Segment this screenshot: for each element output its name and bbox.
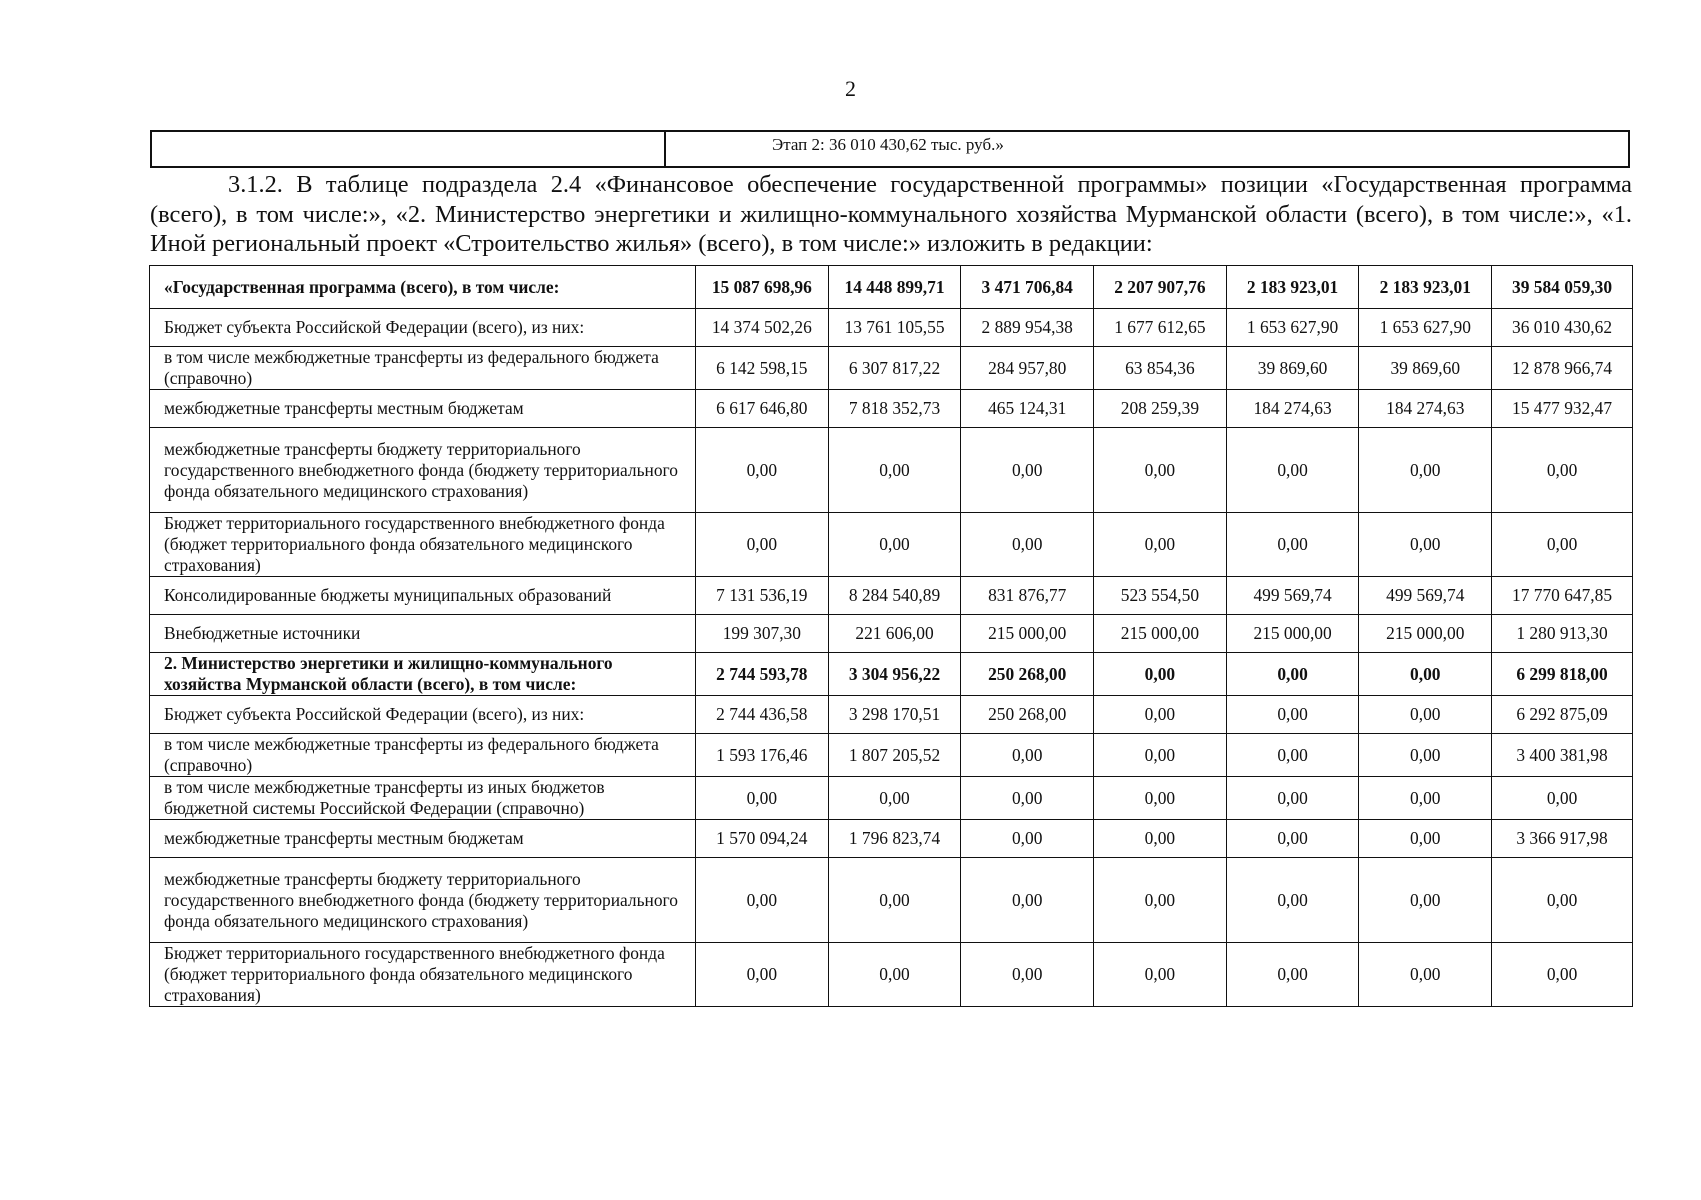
row-value: 215 000,00 — [961, 615, 1094, 653]
row-value: 0,00 — [1094, 820, 1227, 858]
row-value: 0,00 — [1359, 820, 1492, 858]
table-row — [150, 309, 1633, 347]
row-value: 0,00 — [1226, 428, 1359, 513]
row-value: 250 268,00 — [961, 696, 1094, 734]
row-label: Внебюджетные источники — [150, 615, 696, 653]
row-total-value: 1 280 913,30 — [1492, 615, 1633, 653]
row-value: 3 471 706,84 — [961, 266, 1094, 309]
row-value: 0,00 — [1226, 513, 1359, 577]
row-total-value: 17 770 647,85 — [1492, 577, 1633, 615]
row-value: 465 124,31 — [961, 390, 1094, 428]
row-value: 221 606,00 — [828, 615, 961, 653]
table-row — [150, 943, 1633, 1007]
row-value: 15 087 698,96 — [695, 266, 828, 309]
row-value: 0,00 — [1359, 943, 1492, 1007]
row-value: 0,00 — [1094, 696, 1227, 734]
row-value: 208 259,39 — [1094, 390, 1227, 428]
row-value: 0,00 — [695, 513, 828, 577]
row-value: 39 869,60 — [1226, 347, 1359, 390]
row-value: 63 854,36 — [1094, 347, 1227, 390]
amendment-paragraph: 3.1.2. В таблице подраздела 2.4 «Финансовое обеспечение государственной программы» позиции «Государственная программа (всего), в том числе:», «2. Министерство энергетики и жилищно-коммунального хозяйства Мурманской области (всего), в том числе:», «1. Иной региональный проект «Строительство жилья» (всего), в том числе:» изложить в редакции: — [150, 171, 1632, 257]
table-row — [150, 777, 1633, 820]
row-label: «Государственная программа (всего), в том числе: — [150, 266, 696, 309]
row-total-value: 0,00 — [1492, 943, 1633, 1007]
row-value: 0,00 — [1226, 734, 1359, 777]
row-total-value: 6 299 818,00 — [1492, 653, 1633, 696]
table-row — [150, 390, 1633, 428]
row-value: 215 000,00 — [1359, 615, 1492, 653]
row-value: 0,00 — [1094, 858, 1227, 943]
row-value: 0,00 — [961, 734, 1094, 777]
row-value: 184 274,63 — [1359, 390, 1492, 428]
row-value: 0,00 — [961, 858, 1094, 943]
row-total-value: 3 366 917,98 — [1492, 820, 1633, 858]
row-value: 3 304 956,22 — [828, 653, 961, 696]
row-label: межбюджетные трансферты бюджету территориального государственного внебюджетного фонда (бюджету территориального фонда обязательного медицинского страхования) — [150, 428, 696, 513]
row-value: 0,00 — [1359, 858, 1492, 943]
row-value: 0,00 — [828, 943, 961, 1007]
table-row — [150, 428, 1633, 513]
row-value: 2 183 923,01 — [1226, 266, 1359, 309]
row-value: 0,00 — [1359, 777, 1492, 820]
row-value: 0,00 — [961, 820, 1094, 858]
row-label: 2. Министерство энергетики и жилищно-коммунального хозяйства Мурманской области (всего), в том числе: — [150, 653, 696, 696]
row-value: 8 284 540,89 — [828, 577, 961, 615]
row-value: 0,00 — [1359, 653, 1492, 696]
row-total-value: 0,00 — [1492, 513, 1633, 577]
row-value: 250 268,00 — [961, 653, 1094, 696]
row-value: 7 818 352,73 — [828, 390, 961, 428]
row-value: 0,00 — [961, 428, 1094, 513]
row-value: 0,00 — [961, 943, 1094, 1007]
table-row — [150, 347, 1633, 390]
row-value: 0,00 — [1094, 513, 1227, 577]
row-total-value: 0,00 — [1492, 777, 1633, 820]
row-value: 6 142 598,15 — [695, 347, 828, 390]
row-value: 2 889 954,38 — [961, 309, 1094, 347]
table-row — [150, 696, 1633, 734]
row-value: 1 593 176,46 — [695, 734, 828, 777]
row-value: 184 274,63 — [1226, 390, 1359, 428]
row-value: 0,00 — [1226, 777, 1359, 820]
row-value: 0,00 — [828, 428, 961, 513]
row-label: межбюджетные трансферты местным бюджетам — [150, 820, 696, 858]
table-row — [150, 858, 1633, 943]
table-row — [150, 820, 1633, 858]
row-value: 14 374 502,26 — [695, 309, 828, 347]
row-label: Бюджет территориального государственного внебюджетного фонда (бюджет территориального фонда обязательного медицинского страхования) — [150, 943, 696, 1007]
row-label: Бюджет субъекта Российской Федерации (всего), из них: — [150, 309, 696, 347]
row-total-value: 3 400 381,98 — [1492, 734, 1633, 777]
table-row — [150, 615, 1633, 653]
row-value: 0,00 — [1094, 777, 1227, 820]
row-value: 499 569,74 — [1226, 577, 1359, 615]
row-total-value: 0,00 — [1492, 428, 1633, 513]
row-value: 523 554,50 — [1094, 577, 1227, 615]
row-value: 0,00 — [1094, 653, 1227, 696]
row-value: 0,00 — [828, 858, 961, 943]
stage-table — [150, 130, 1630, 168]
row-total-value: 0,00 — [1492, 858, 1633, 943]
row-value: 0,00 — [1359, 428, 1492, 513]
row-value: 2 744 593,78 — [695, 653, 828, 696]
row-label: в том числе межбюджетные трансферты из иных бюджетов бюджетной системы Российской Федерации (справочно) — [150, 777, 696, 820]
row-value: 0,00 — [961, 777, 1094, 820]
row-value: 0,00 — [1226, 653, 1359, 696]
row-value: 39 869,60 — [1359, 347, 1492, 390]
row-value: 7 131 536,19 — [695, 577, 828, 615]
row-label: Бюджет территориального государственного внебюджетного фонда (бюджет территориального фонда обязательного медицинского страхования) — [150, 513, 696, 577]
row-value: 0,00 — [1359, 696, 1492, 734]
row-total-value: 15 477 932,47 — [1492, 390, 1633, 428]
row-value: 0,00 — [1094, 943, 1227, 1007]
row-value: 0,00 — [961, 513, 1094, 577]
row-value: 0,00 — [1226, 858, 1359, 943]
row-value: 1 653 627,90 — [1359, 309, 1492, 347]
row-value: 6 617 646,80 — [695, 390, 828, 428]
row-value: 1 677 612,65 — [1094, 309, 1227, 347]
row-value: 0,00 — [695, 428, 828, 513]
row-value: 0,00 — [1226, 943, 1359, 1007]
row-label: Консолидированные бюджеты муниципальных образований — [150, 577, 696, 615]
row-value: 3 298 170,51 — [828, 696, 961, 734]
row-label: межбюджетные трансферты бюджету территориального государственного внебюджетного фонда (бюджету территориального фонда обязательного медицинского страхования) — [150, 858, 696, 943]
row-value: 0,00 — [1226, 696, 1359, 734]
row-value: 0,00 — [695, 943, 828, 1007]
stage-table-empty-cell — [152, 132, 666, 166]
row-value: 2 744 436,58 — [695, 696, 828, 734]
table-row — [150, 577, 1633, 615]
row-value: 1 570 094,24 — [695, 820, 828, 858]
row-value: 0,00 — [1359, 513, 1492, 577]
row-label: межбюджетные трансферты местным бюджетам — [150, 390, 696, 428]
row-value: 499 569,74 — [1359, 577, 1492, 615]
row-value: 13 761 105,55 — [828, 309, 961, 347]
table-row — [150, 653, 1633, 696]
row-value: 0,00 — [695, 777, 828, 820]
row-value: 2 207 907,76 — [1094, 266, 1227, 309]
row-value: 1 796 823,74 — [828, 820, 961, 858]
table-row — [150, 734, 1633, 777]
row-total-value: 6 292 875,09 — [1492, 696, 1633, 734]
row-value: 6 307 817,22 — [828, 347, 961, 390]
row-value: 0,00 — [828, 777, 961, 820]
row-value: 0,00 — [1359, 734, 1492, 777]
row-value: 0,00 — [1226, 820, 1359, 858]
row-value: 215 000,00 — [1226, 615, 1359, 653]
row-label: Бюджет субъекта Российской Федерации (всего), из них: — [150, 696, 696, 734]
row-total-value: 39 584 059,30 — [1492, 266, 1633, 309]
row-value: 14 448 899,71 — [828, 266, 961, 309]
row-value: 0,00 — [695, 858, 828, 943]
page-number: 2 — [845, 76, 856, 101]
row-total-value: 12 878 966,74 — [1492, 347, 1633, 390]
row-value: 1 653 627,90 — [1226, 309, 1359, 347]
table-row — [150, 266, 1633, 309]
financing-table — [149, 265, 1633, 1007]
row-value: 0,00 — [828, 513, 961, 577]
table-row — [150, 513, 1633, 577]
row-value: 215 000,00 — [1094, 615, 1227, 653]
row-value: 0,00 — [1094, 734, 1227, 777]
row-value: 2 183 923,01 — [1359, 266, 1492, 309]
row-label: в том числе межбюджетные трансферты из федерального бюджета (справочно) — [150, 347, 696, 390]
row-total-value: 36 010 430,62 — [1492, 309, 1633, 347]
row-value: 1 807 205,52 — [828, 734, 961, 777]
row-value: 831 876,77 — [961, 577, 1094, 615]
row-label: в том числе межбюджетные трансферты из федерального бюджета (справочно) — [150, 734, 696, 777]
stage-text: Этап 2: 36 010 430,62 тыс. руб.» — [772, 135, 1004, 154]
row-value: 284 957,80 — [961, 347, 1094, 390]
row-value: 0,00 — [1094, 428, 1227, 513]
row-value: 199 307,30 — [695, 615, 828, 653]
